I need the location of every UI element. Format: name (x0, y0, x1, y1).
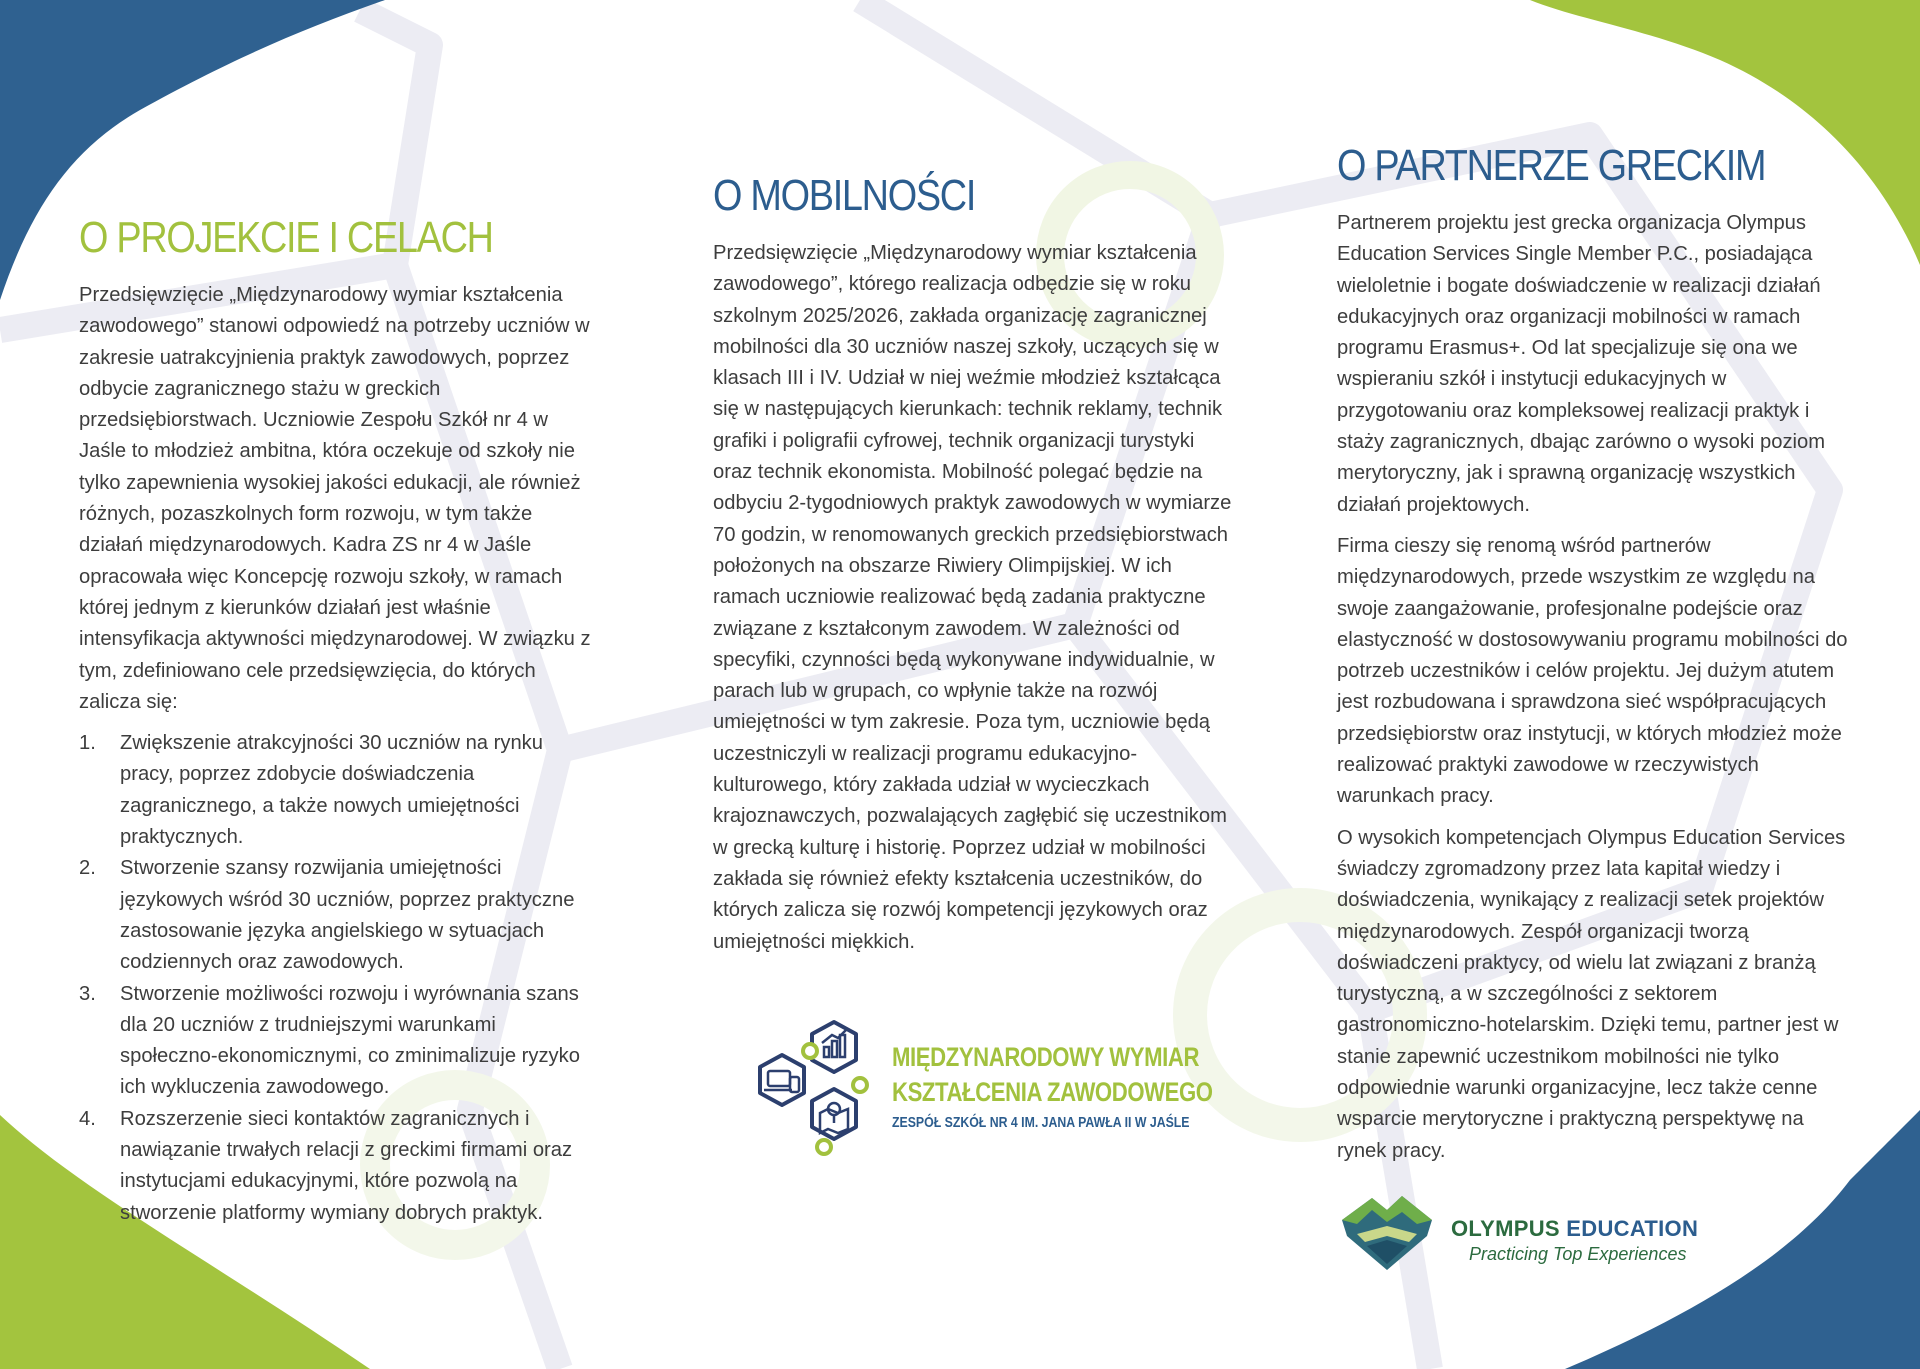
olympus-brand-name (1451, 1216, 1698, 1242)
map-pin-icon (820, 1103, 848, 1133)
mobility-heading: O MOBILNOŚCI (713, 171, 976, 220)
partner-paragraph: Partnerem projektu jest grecka organizacja Olympus Education Services Single Member P.C., posiadająca wieloletnie i bogate doświadczenie w realizacji działań edukacyjnych oraz organizacji mobilności w ramach programu Erasmus+. Od lat specjalizuje się ona we wspieraniu szkół i instytucji edukacyjnych w przygotowaniu oraz kompleksowej realizacji praktyk i staży zagranicznych, dbając zarówno o wysoki poziom merytoryczny, jak i sprawną organizację wszystkich działań projektowych. (1337, 212, 1826, 516)
chart-icon (822, 1029, 847, 1057)
olympus-brand-part2: EDUCATION (1566, 1216, 1699, 1241)
goal-item (79, 728, 599, 853)
devices-icon (764, 1071, 799, 1092)
goal-number: 4. (79, 1107, 96, 1130)
goal-number: 3. (79, 982, 96, 1005)
goal-item (79, 1104, 599, 1229)
project-goals-section (79, 212, 599, 1229)
goal-text: Stworzenie możliwości rozwoju i wyrównania szans dla 20 uczniów z trudniejszymi warunkami społeczno-ekonomicznymi, co zminimalizuje ryzyko ich wykluczenia zawodowego. (120, 982, 580, 1099)
olympus-tagline: Practicing Top Experiences (1469, 1244, 1687, 1264)
goal-text: Rozszerzenie sieci kontaktów zagranicznych i nawiązanie trwałych relacji z greckimi firmami oraz instytucjami edukacyjnymi, które pozwolą na stworzenie platformy wymiany dobrych praktyk. (120, 1107, 573, 1224)
goal-item (79, 979, 599, 1104)
partner-paragraph: O wysokich kompetencjach Olympus Education Services świadczy zgromadzony przez lata kapitał wiedzy i doświadczenia, wynikający z realizacji setek projektów międzynarodowych. Zespół organizacji tworzą doświadczeni praktycy, od wielu lat związani z branżą turystyczną, a w szczególności z sektorem gastronomiczno-hotelarskim. Dzięki temu, partner jest w stanie zapewnić uczestnikom mobilności nie tylko odpowiednie warunki organizacyjne, lecz także cenne wsparcie merytoryczne i praktyczną perspektywę na rynek pracy. (1337, 826, 1846, 1162)
eagle-mountain-emblem (1337, 1190, 1437, 1270)
mobility-paragraph: Przedsięwzięcie „Międzynarodowy wymiar kształcenia zawodowego”, którego realizacja odbędzie się w roku szkolnym 2025/2026, zakłada organizację zagranicznej mobilności dla 30 uczniów naszej szkoły, uczących się w klasach III i IV. Udział w niej weźmie młodzież kształcąca się w następujących kierunkach: technik reklamy, technik grafiki i poligrafii cyfrowej, technik organizacji turystyki oraz technik ekonomista. Mobilność polegać będzie na odbyciu 2-tygodniowych praktyk zawodowych w wymiarze 70 godzin, w renomowanych greckich przedsiębiorstwach położonych na obszarze Riwiery Olimpijskiej. W ich ramach uczniowie realizować będą zadania praktyczne związane z kształconym zawodem. W zależności od specyfiki, czynności będą wykonywane indywidualnie, w parach lub w grupach, co wpłynie także na rozwój umiejętności w tym zakresie. Poza tym, uczniowie będą uczestniczyli w realizacji programu edukacyjno-kulturowego, który zakłada udział w wycieczkach krajoznawczych, pozwalających zagłębić się uczestnikom w grecką kulturę i historię. Poprzez udział w mobilności zakłada się również efekty kształcenia uczestników, do których zalicza się rozwój kompetencji językowych oraz umiejętności miękkich. (713, 242, 1232, 953)
olympus-education-logo (1337, 1190, 1757, 1270)
mobility-section (713, 170, 1233, 968)
project-logo-line1: MIĘDZYNARODOWY WYMIAR (892, 1042, 1200, 1072)
project-logo-line2: KSZTAŁCENIA ZAWODOWEGO (892, 1077, 1213, 1107)
greek-partner-section (1337, 140, 1857, 1177)
greek-partner-heading: O PARTNERZE GRECKIM (1337, 141, 1766, 190)
project-logo-line3: ZESPÓŁ SZKÓŁ NR 4 IM. JANA PAWŁA II W JAŚLE (892, 1114, 1190, 1131)
partner-paragraph: Firma cieszy się renomą wśród partnerów międzynarodowych, przede wszystkim ze względu na swoje zaangażowanie, profesjonalne podejście oraz elastyczność w dostosowywaniu programu mobilności do potrzeb uczestników i celów projektu. Jej dużym atutem jest rozbudowana i sprawdzona sieć współpracujących przedsiębiorstw oraz instytucji, w których młodzież może realizować praktyki zawodowe w rzeczywistych warunkach pracy. (1337, 534, 1848, 808)
goal-text: Stworzenie szansy rozwijania umiejętności językowych wśród 30 uczniów, poprzez praktyczne zastosowanie języka angielskiego w sytuacjach codziennych oraz zawodowych. (120, 857, 575, 974)
goal-number: 1. (79, 732, 96, 755)
goal-number: 2. (79, 857, 96, 880)
goal-item (79, 853, 599, 978)
hexagon-icons-logo (752, 1017, 882, 1157)
project-logo (752, 1017, 1213, 1157)
olympus-brand-part1: OLYMPUS (1451, 1216, 1560, 1241)
goal-text: Zwiększenie atrakcyjności 30 uczniów na rynku pracy, poprzez zdobycie doświadczenia zagranicznego, a także nowych umiejętności praktycznych. (120, 732, 544, 849)
goals-list (79, 728, 599, 1229)
project-goals-heading: O PROJEKCIE I CELACH (79, 213, 493, 262)
project-goals-paragraph: Przedsięwzięcie „Międzynarodowy wymiar kształcenia zawodowego” stanowi odpowiedź na potrzeby uczniów w zakresie uatrakcyjnienia praktyk zawodowych, poprzez odbycie zagranicznego stażu w greckich przedsiębiorstwach. Uczniowie Zespołu Szkół nr 4 w Jaśle to młodzież ambitna, która oczekuje od szkoły nie tylko zapewnienia wysokiej jakości edukacji, ale również różnych, pozaszkolnych form rozwoju, w tym także działań międzynarodowych. Kadra ZS nr 4 w Jaśle opracowała więc Koncepcję rozwoju szkoły, w ramach której jednym z kierunków działań jest właśnie intensyfikacja aktywności międzynarodowej. W związku z tym, zdefiniowano cele przedsięwzięcia, do których zalicza się: (79, 284, 591, 713)
